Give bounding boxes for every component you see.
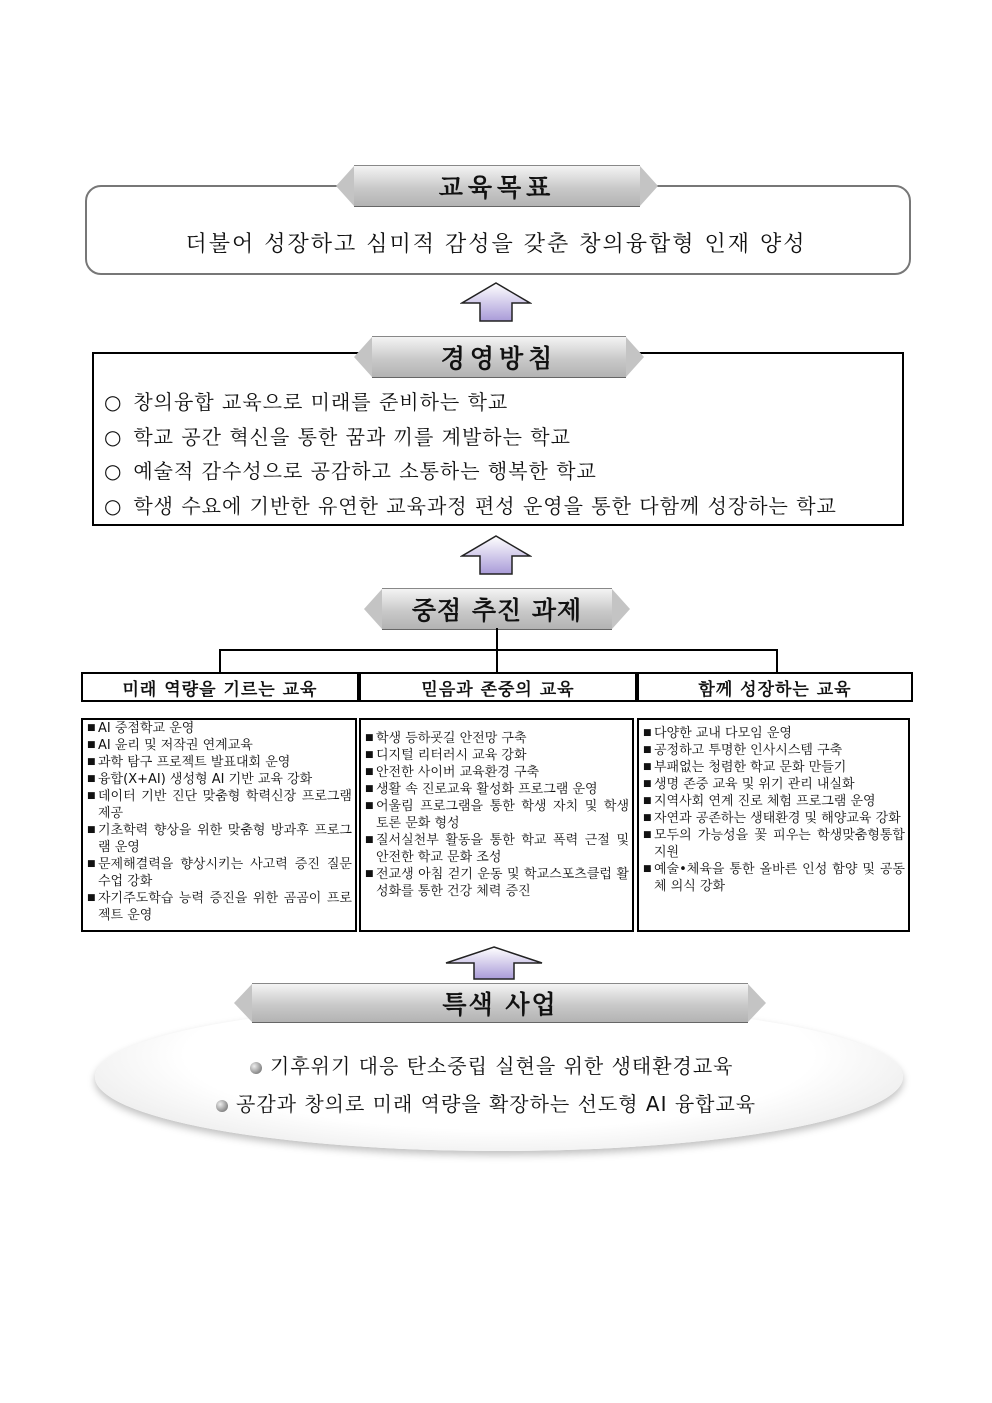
list-item: ■ 디지털 리터러시 교육 강화 — [365, 747, 629, 764]
task-list — [365, 730, 629, 900]
policy-item: ○ 창의융합 교육으로 미래를 준비하는 학교 — [104, 390, 509, 414]
circle-bullet-icon: ○ — [104, 390, 123, 414]
list-item: ■ 데이터 기반 진단 맞춤형 학력신장 프로그램 제공 — [87, 788, 352, 822]
list-item: ■ 생명 존중 교육 및 위기 관리 내실화 — [643, 776, 905, 793]
sphere-bullet-icon — [250, 1062, 262, 1074]
feature-item: 기후위기 대응 탄소중립 실현을 위한 생태환경교육 — [250, 1050, 734, 1079]
connector-line — [219, 649, 777, 651]
policy-title — [372, 336, 626, 378]
list-item: ■ 기초학력 향상을 위한 맞춤형 방과후 프로그램 운영 — [87, 822, 352, 856]
tasks-title-text: 중점 추진 과제 — [411, 596, 583, 625]
up-arrow-icon — [460, 534, 532, 576]
list-item: ■ 생활 속 진로교육 활성화 프로그램 운영 — [365, 781, 629, 798]
column-box — [359, 718, 634, 932]
column-box — [81, 718, 357, 932]
list-item: ■ 전교생 아침 걷기 운동 및 학교스포츠클럽 활성화를 통한 건강 체력 증진 — [365, 866, 629, 900]
policy-item: ○ 학생 수요에 기반한 유연한 교육과정 편성 운영을 통한 다함께 성장하는 학교 — [104, 494, 837, 518]
list-item: ■ 안전한 사이버 교육환경 구축 — [365, 764, 629, 781]
list-item: ■ 질서실천부 활동을 통한 학교 폭력 근절 및 안전한 학교 문화 조성 — [365, 832, 629, 866]
goal-title — [354, 165, 640, 207]
up-arrow-icon — [444, 945, 544, 981]
list-item: ■ 문제해결력을 향상시키는 사고력 증진 질문수업 강화 — [87, 856, 352, 890]
column-box — [637, 718, 910, 932]
list-item: ■ 부패없는 청렴한 학교 문화 만들기 — [643, 759, 905, 776]
feature-title-text: 특색 사업 — [442, 990, 558, 1019]
connector-line — [776, 649, 778, 672]
column-title: 믿음과 존중의 교육 — [359, 672, 637, 702]
circle-bullet-icon: ○ — [104, 459, 123, 483]
tasks-title — [382, 588, 612, 630]
list-item: ■ 융합(X+AI) 생성형 AI 기반 교육 강화 — [87, 771, 352, 788]
list-item: ■ 다양한 교내 다모임 운영 — [643, 725, 905, 742]
list-item: ■ 자연과 공존하는 생태환경 및 해양교육 강화 — [643, 810, 905, 827]
task-list — [643, 725, 905, 895]
list-item: ■ 공정하고 투명한 인사시스템 구축 — [643, 742, 905, 759]
circle-bullet-icon: ○ — [104, 425, 123, 449]
task-list — [87, 720, 352, 924]
list-item: ■ AI 윤리 및 저작권 연계교육 — [87, 737, 352, 754]
up-arrow-icon — [460, 281, 532, 323]
policy-item: ○ 학교 공간 혁신을 통한 꿈과 끼를 계발하는 학교 — [104, 425, 571, 449]
list-item: ■ 지역사회 연계 진로 체험 프로그램 운영 — [643, 793, 905, 810]
goal-title-text: 교육목표 — [438, 173, 556, 202]
list-item: ■ 과학 탐구 프로젝트 발표대회 운영 — [87, 754, 352, 771]
list-item: ■ 자기주도학습 능력 증진을 위한 곰곰이 프로젝트 운영 — [87, 890, 352, 924]
feature-item: 공감과 창의로 미래 역량을 확장하는 선도형 AI 융합교육 — [216, 1088, 756, 1117]
list-item: ■ 모두의 가능성을 꽃 피우는 학생맞춤형통합지원 — [643, 827, 905, 861]
list-item: ■ 학생 등하굣길 안전망 구축 — [365, 730, 629, 747]
connector-line — [219, 649, 221, 672]
goal-text: 더불어 성장하고 심미적 감성을 갖춘 창의융합형 인재 양성 — [185, 232, 807, 257]
policy-item: ○ 예술적 감수성으로 공감하고 소통하는 행복한 학교 — [104, 459, 597, 483]
policy-title-text: 경영방침 — [440, 344, 558, 373]
column-title: 미래 역량을 기르는 교육 — [81, 672, 359, 702]
list-item: ■ 어울림 프로그램을 통한 학생 자치 및 학생 토론 문화 형성 — [365, 798, 629, 832]
sphere-bullet-icon — [216, 1100, 228, 1112]
feature-title — [252, 983, 748, 1023]
list-item: ■ AI 중점학교 운영 — [87, 720, 352, 737]
list-item: ■ 예술•체육을 통한 올바른 인성 함양 및 공동체 의식 강화 — [643, 861, 905, 895]
circle-bullet-icon: ○ — [104, 494, 123, 518]
column-title: 함께 성장하는 교육 — [637, 672, 913, 702]
